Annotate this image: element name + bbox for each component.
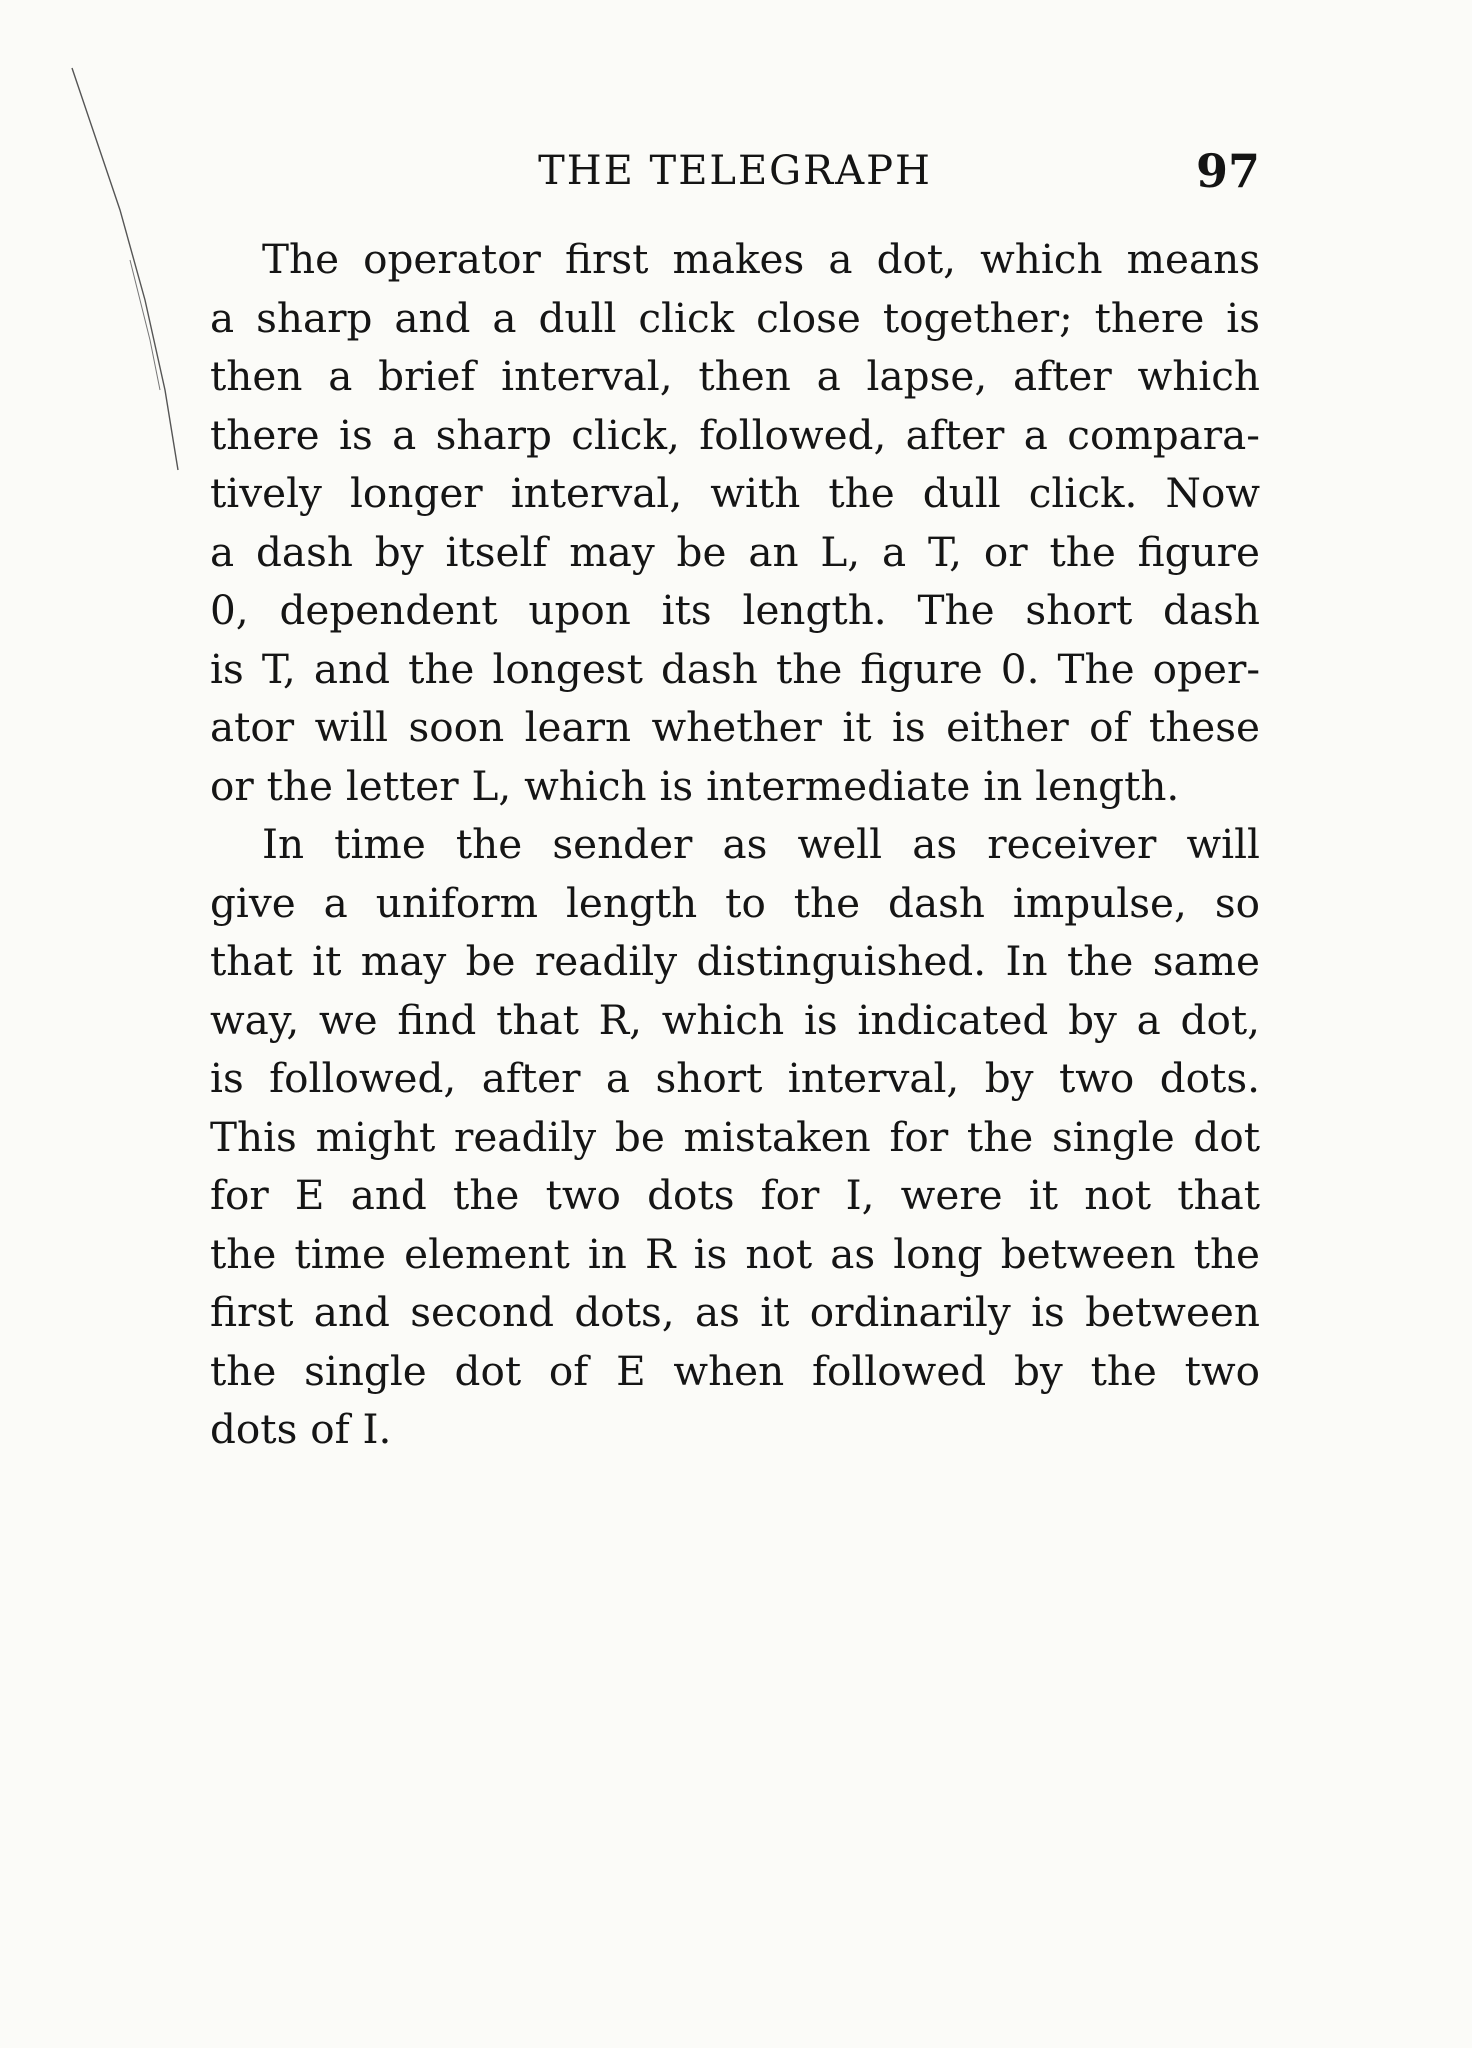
text-line: The operator first makes a dot, which means [262, 235, 1260, 283]
text-line: or the letter L, which is intermediate in length. [210, 761, 1180, 810]
text-line: a sharp and a dull click close together; there is [210, 293, 1260, 342]
text-line: there is a sharp click, followed, after a compara- [210, 410, 1260, 459]
text-line: way, we find that R, which is indicated by a dot, [210, 995, 1260, 1044]
text-line: dots of I. [210, 1405, 392, 1453]
text-line: ator will soon learn whether it is either of these [210, 703, 1260, 751]
text-line: give a uniform length to the dash impulse, so [210, 878, 1260, 927]
margin-pencil-mark [60, 60, 200, 480]
running-title: THE TELEGRAPH [538, 148, 932, 194]
text-line: tively longer interval, with the dull click. Now [210, 469, 1260, 517]
running-head [210, 144, 1260, 208]
text-line: for E and the two dots for I, were it not that [210, 1171, 1260, 1219]
text-line: This might readily be mistaken for the single dot [210, 1112, 1260, 1161]
text-line: that it may be readily distinguished. In the same [210, 937, 1260, 985]
paragraph-1 [210, 230, 1260, 815]
text-line: a dash by itself may be an L, a T, or the figure [210, 527, 1260, 576]
body-text [210, 230, 1260, 1459]
page-number: 97 [1195, 144, 1260, 198]
text-line: In time the sender as well as receiver will [262, 820, 1260, 868]
text-line: 0, dependent upon its length. The short dash [210, 586, 1260, 634]
text-line: then a brief interval, then a lapse, after which [210, 352, 1260, 400]
text-line: the single dot of E when followed by the two [210, 1346, 1260, 1395]
text-line: is T, and the longest dash the figure 0. The oper- [210, 644, 1260, 693]
text-line: first and second dots, as it ordinarily is between [210, 1288, 1260, 1336]
text-line: is followed, after a short interval, by two dots. [210, 1054, 1260, 1102]
text-line: the time element in R is not as long between the [210, 1229, 1260, 1278]
paragraph-2 [210, 815, 1260, 1459]
